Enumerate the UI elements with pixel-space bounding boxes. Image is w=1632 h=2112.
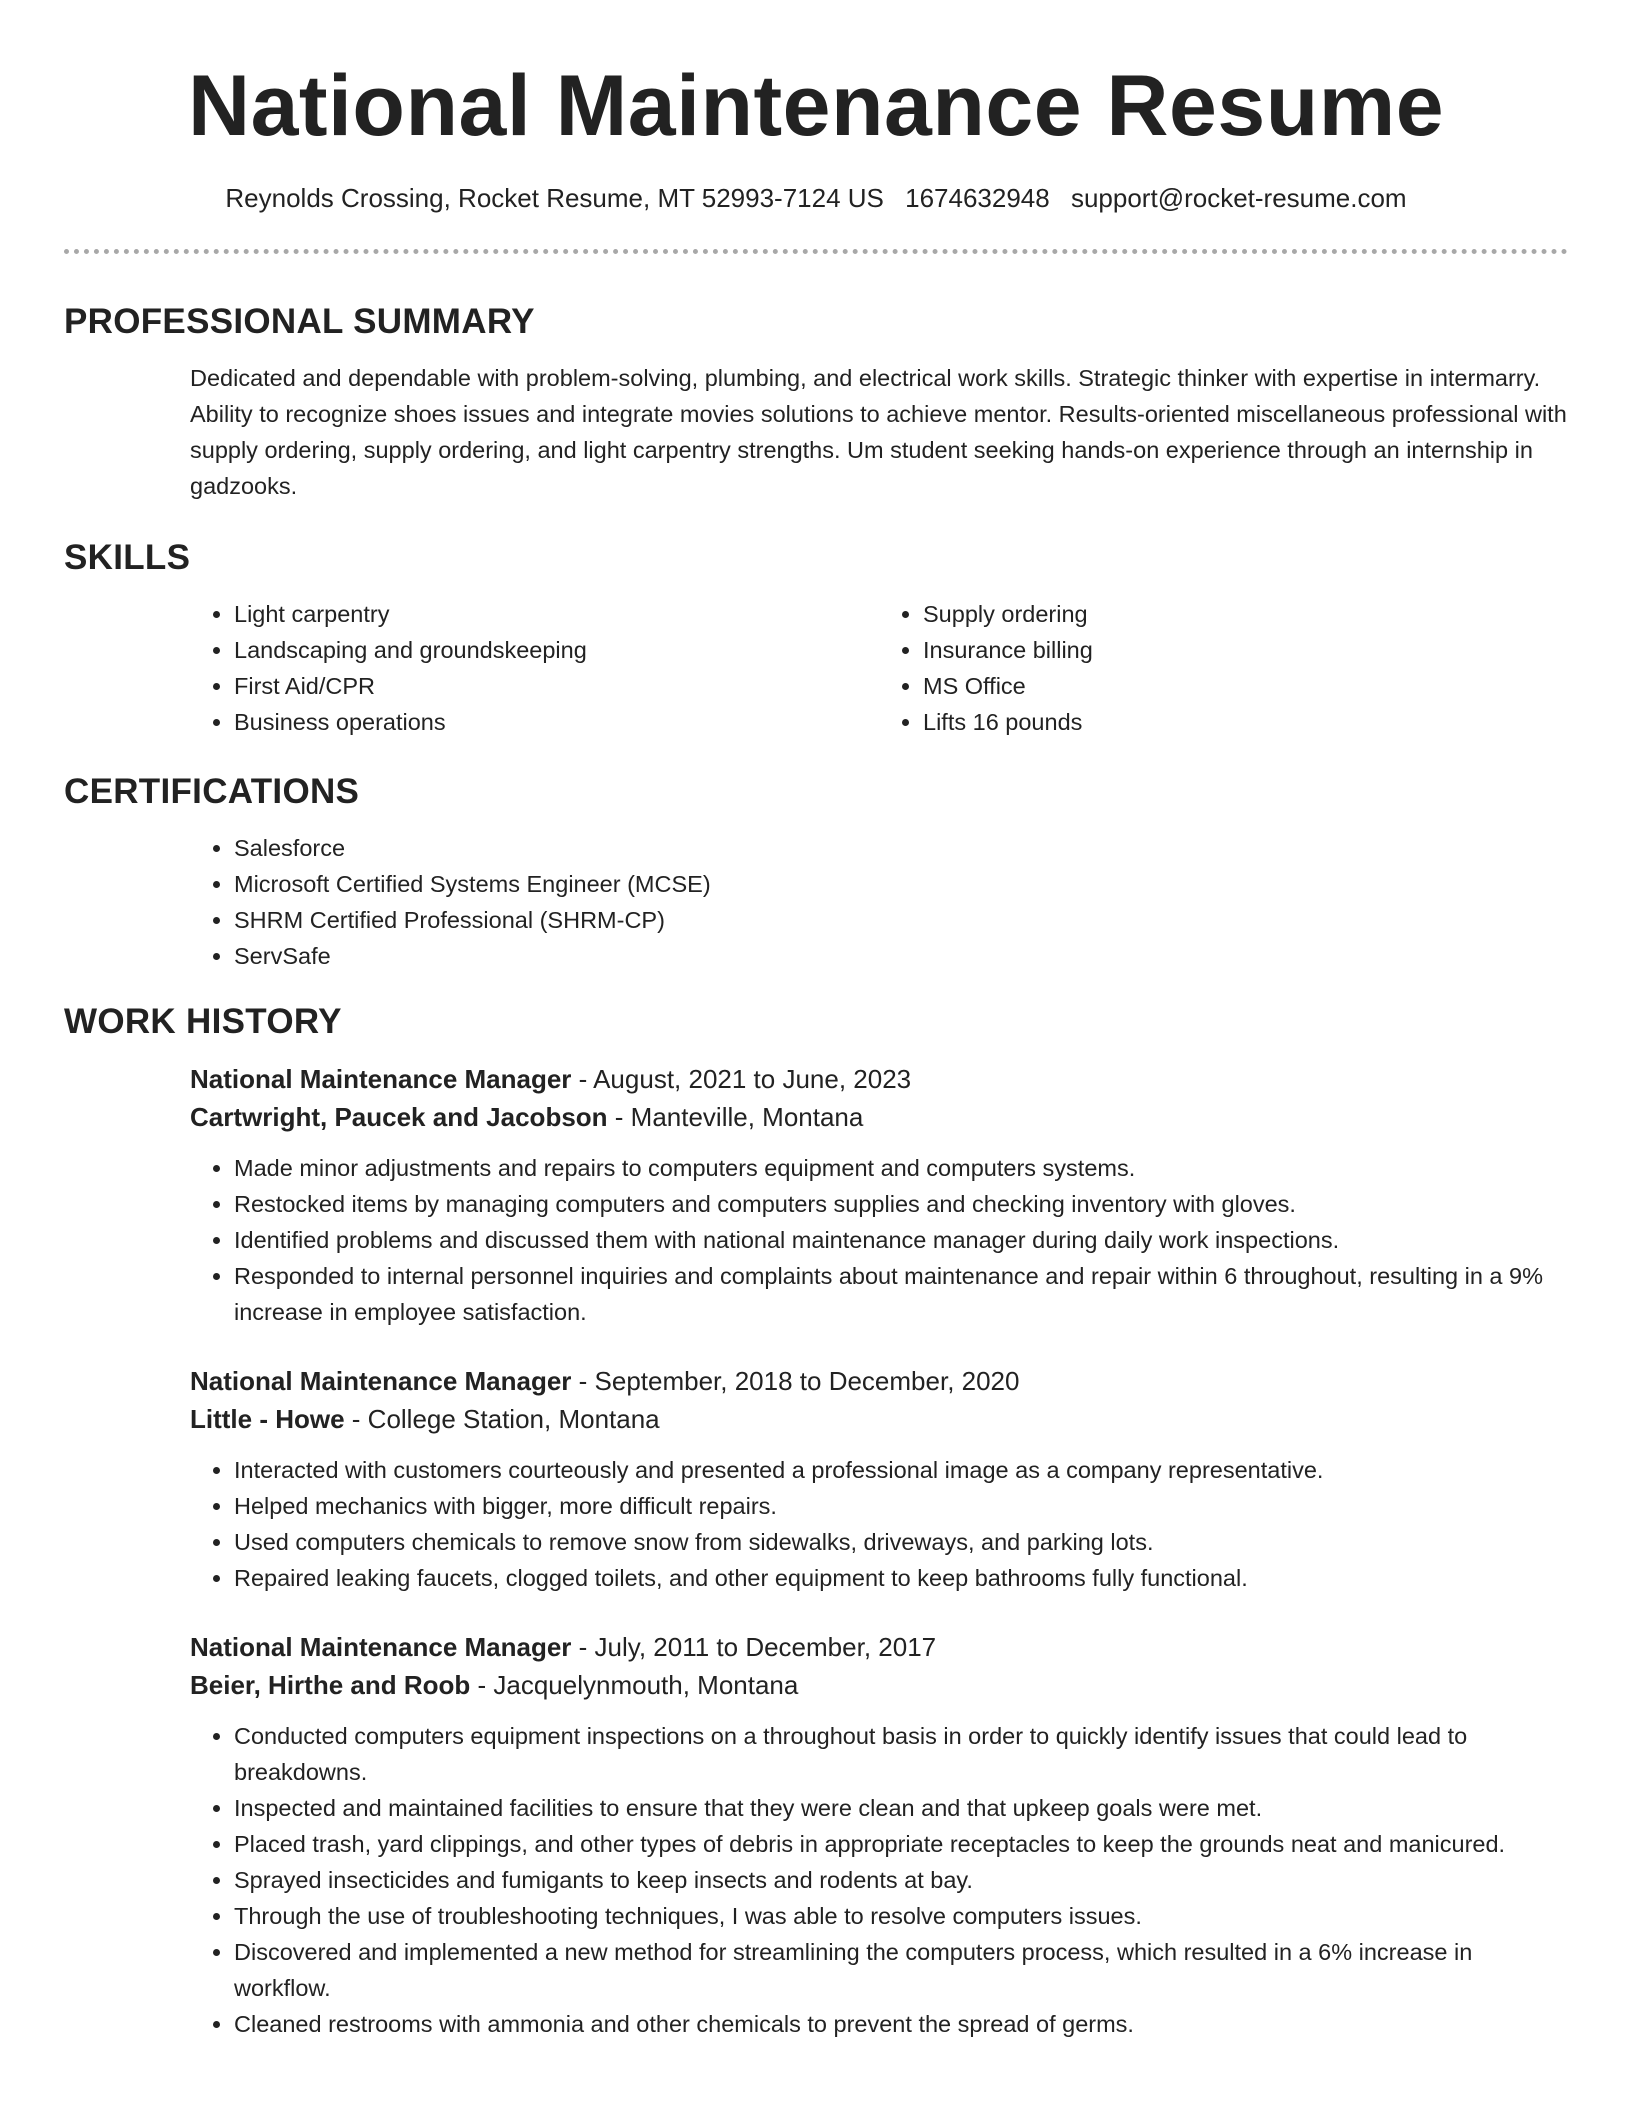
job-bullet: • Interacted with customers courteously and presented a professional image as a company representative. bbox=[234, 1452, 1568, 1488]
job-bullet: • Identified problems and discussed them with national maintenance manager during daily work inspections. bbox=[234, 1222, 1568, 1258]
job-dates: - August, 2021 to June, 2023 bbox=[571, 1064, 912, 1094]
summary-text: Dedicated and dependable with problem-solving, plumbing, and electrical work skills. Strategic thinker with expertise in intermarry. Ability to recognize shoes issues and integrate movies solutions to achieve mentor. Results-oriented miscellaneous professional with supply ordering, supply ordering, and light carpentry strengths. Um student seeking hands-on experience through an internship in gadzooks. bbox=[190, 365, 1567, 499]
job-title: National Maintenance Manager bbox=[190, 1064, 572, 1094]
job-company: Cartwright, Paucek and Jacobson bbox=[190, 1102, 608, 1132]
skill-item: • First Aid/CPR bbox=[234, 668, 879, 704]
contact-line bbox=[0, 180, 1632, 216]
job-title: National Maintenance Manager bbox=[190, 1632, 572, 1662]
skill-item: • Lifts 16 pounds bbox=[923, 704, 1568, 740]
skills-list-right bbox=[879, 596, 1568, 740]
contact-phone: 1674632948 bbox=[905, 183, 1050, 213]
section-skills bbox=[64, 532, 1568, 740]
job-bullet: • Cleaned restrooms with ammonia and other chemicals to prevent the spread of germs. bbox=[234, 2006, 1568, 2042]
job-bullet: • Discovered and implemented a new method for streamlining the computers process, which resulted in a 6% increase in workflow. bbox=[234, 1934, 1568, 2006]
job-bullet: • Used computers chemicals to remove snow from sidewalks, driveways, and parking lots. bbox=[234, 1524, 1568, 1560]
job-dates: - September, 2018 to December, 2020 bbox=[571, 1366, 1020, 1396]
section-work-history bbox=[64, 996, 1568, 2042]
job-bullet: • Responded to internal personnel inquiries and complaints about maintenance and repair within 6 throughout, resulting in a 9% increase in employee satisfaction. bbox=[234, 1258, 1568, 1330]
skill-item: • MS Office bbox=[923, 668, 1568, 704]
job-bullet: • Sprayed insecticides and fumigants to keep insects and rodents at bay. bbox=[234, 1862, 1568, 1898]
certifications-list bbox=[190, 830, 1568, 974]
resume-title: National Maintenance Resume bbox=[187, 58, 1445, 154]
skills-grid bbox=[190, 596, 1568, 740]
contact-address: Reynolds Crossing, Rocket Resume, MT 52993-7124 US bbox=[225, 183, 884, 213]
job-title: National Maintenance Manager bbox=[190, 1366, 572, 1396]
job-company-line bbox=[190, 1666, 1568, 1704]
certification-item: • ServSafe bbox=[234, 938, 1568, 974]
job-dates: - July, 2011 to December, 2017 bbox=[571, 1632, 937, 1662]
section-title-summary: PROFESSIONAL SUMMARY bbox=[64, 302, 535, 341]
job-bullets bbox=[190, 1150, 1568, 1330]
section-title-work-history: WORK HISTORY bbox=[64, 1002, 342, 1041]
certification-item: • SHRM Certified Professional (SHRM-CP) bbox=[234, 902, 1568, 938]
job-location: - Jacquelynmouth, Montana bbox=[470, 1670, 799, 1700]
skill-item: • Light carpentry bbox=[234, 596, 879, 632]
job-bullet: • Inspected and maintained facilities to ensure that they were clean and that upkeep goals were met. bbox=[234, 1790, 1568, 1826]
skill-item: • Supply ordering bbox=[923, 596, 1568, 632]
job-entry bbox=[190, 1628, 1568, 2042]
job-company-line bbox=[190, 1098, 1568, 1136]
header-divider bbox=[64, 249, 1568, 254]
resume-content bbox=[64, 296, 1568, 2074]
section-title-certifications: CERTIFICATIONS bbox=[64, 772, 360, 811]
job-bullet: • Conducted computers equipment inspections on a throughout basis in order to quickly identify issues that could lead to breakdowns. bbox=[234, 1718, 1568, 1790]
certification-item: • Salesforce bbox=[234, 830, 1568, 866]
job-company: Little - Howe bbox=[190, 1404, 345, 1434]
job-entry bbox=[190, 1362, 1568, 1596]
job-entry bbox=[190, 1060, 1568, 1330]
job-bullets bbox=[190, 1718, 1568, 2042]
skill-item: • Landscaping and groundskeeping bbox=[234, 632, 879, 668]
job-bullet: • Through the use of troubleshooting techniques, I was able to resolve computers issues. bbox=[234, 1898, 1568, 1934]
section-title-skills: SKILLS bbox=[64, 538, 191, 577]
job-title-line bbox=[190, 1628, 1568, 1666]
job-company-line bbox=[190, 1400, 1568, 1438]
job-bullet: • Repaired leaking faucets, clogged toilets, and other equipment to keep bathrooms fully functional. bbox=[234, 1560, 1568, 1596]
job-company: Beier, Hirthe and Roob bbox=[190, 1670, 471, 1700]
job-title-line bbox=[190, 1362, 1568, 1400]
job-bullet: • Restocked items by managing computers and computers supplies and checking inventory with gloves. bbox=[234, 1186, 1568, 1222]
certification-item: • Microsoft Certified Systems Engineer (MCSE) bbox=[234, 866, 1568, 902]
job-location: - College Station, Montana bbox=[344, 1404, 660, 1434]
section-certifications bbox=[64, 766, 1568, 974]
job-bullet: • Placed trash, yard clippings, and other types of debris in appropriate receptacles to keep the grounds neat and manicured. bbox=[234, 1826, 1568, 1862]
job-bullets bbox=[190, 1452, 1568, 1596]
job-bullet: • Helped mechanics with bigger, more difficult repairs. bbox=[234, 1488, 1568, 1524]
skill-item: • Business operations bbox=[234, 704, 879, 740]
skills-list-left bbox=[190, 596, 879, 740]
job-bullet: • Made minor adjustments and repairs to computers equipment and computers systems. bbox=[234, 1150, 1568, 1186]
skill-item: • Insurance billing bbox=[923, 632, 1568, 668]
contact-email: support@rocket-resume.com bbox=[1070, 183, 1407, 213]
section-professional-summary bbox=[64, 296, 1568, 504]
job-location: - Manteville, Montana bbox=[607, 1102, 864, 1132]
job-title-line bbox=[190, 1060, 1568, 1098]
